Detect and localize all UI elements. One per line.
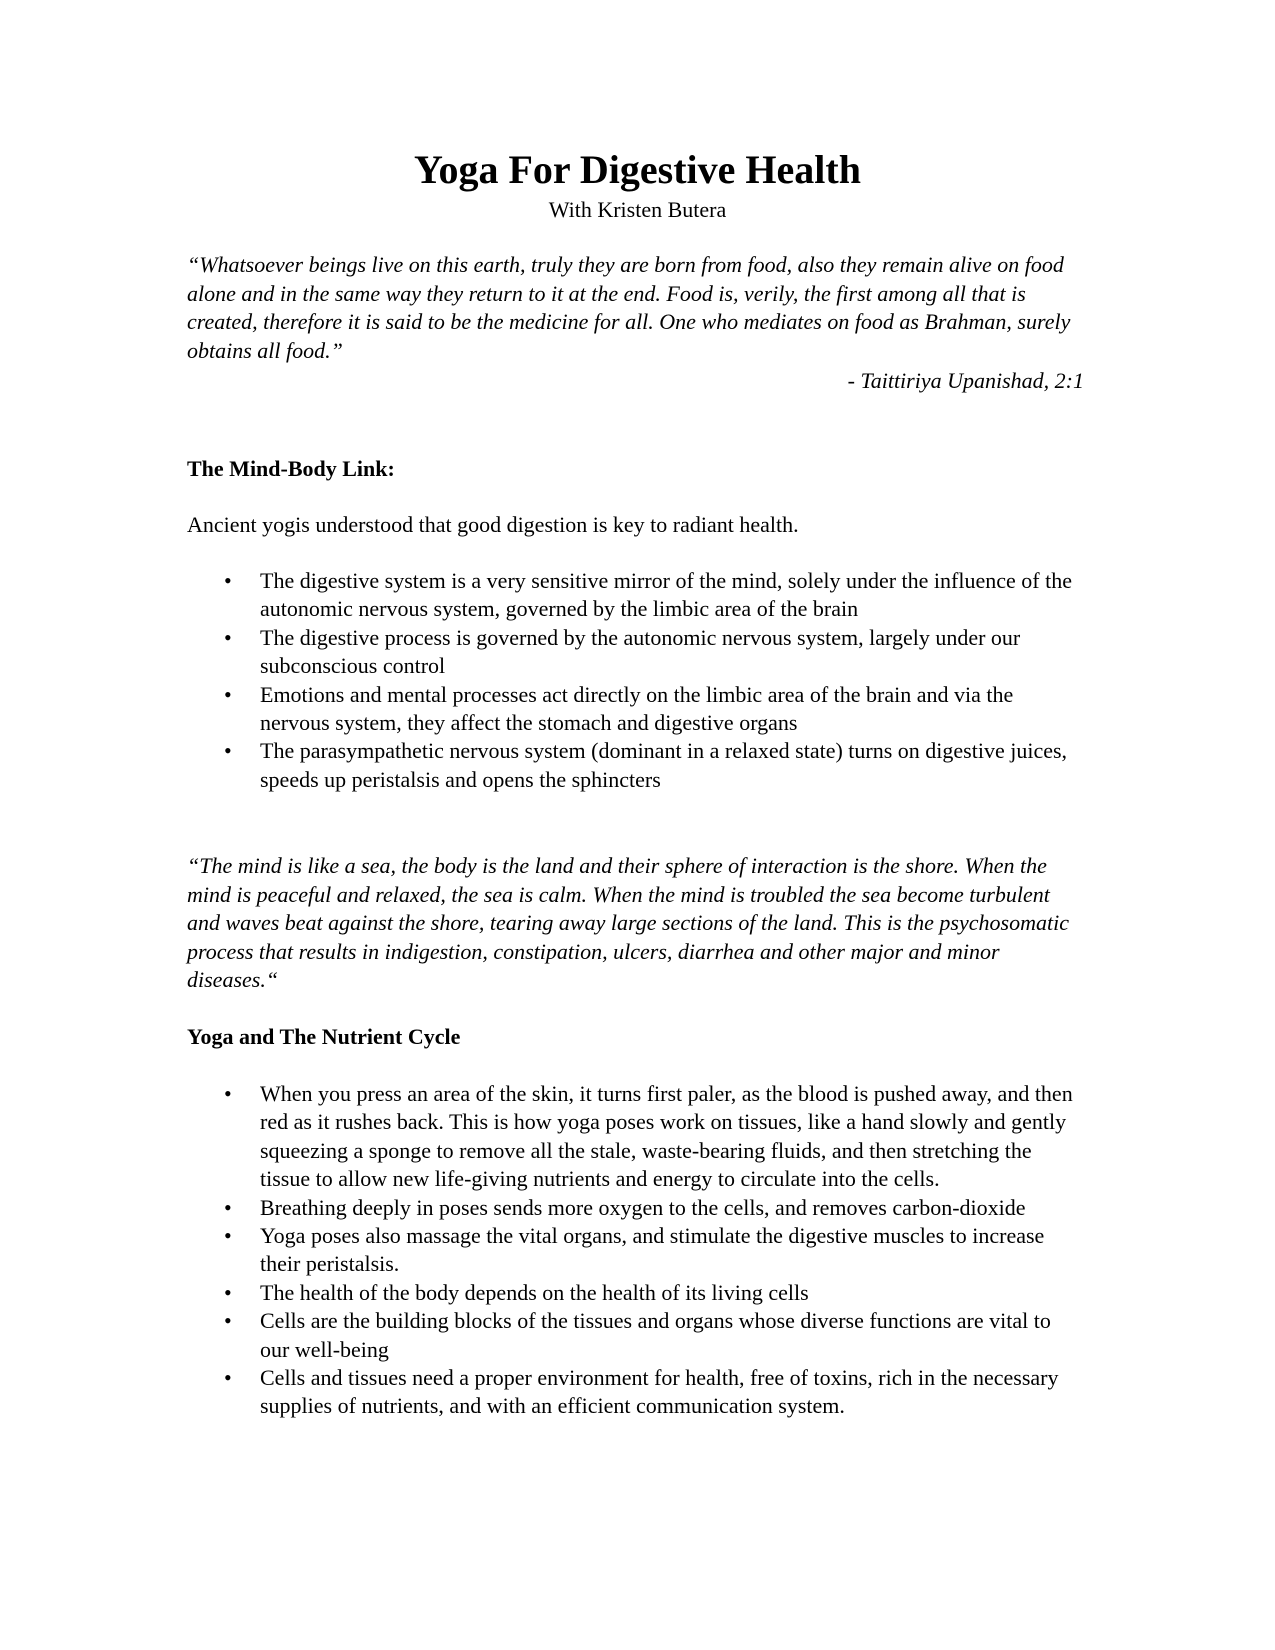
section-heading-mind-body-link: The Mind-Body Link: [187,456,395,481]
list-item-text: Cells and tissues need a proper environment for health, free of toxins, rich in the necessary supplies of nutrients, and with an efficient communication system. [260,1365,1059,1419]
list-item [187,1364,1084,1421]
list-item [187,1279,1084,1307]
list-item [187,624,1084,681]
bullet-icon: • [224,738,232,764]
list-item-text: Emotions and mental processes act directly on the limbic area of the brain and via the nervous system, they affect the stomach and digestive organs [260,681,1014,736]
bullet-icon: • [224,1365,232,1391]
list-item-text: Breathing deeply in poses sends more oxygen to the cells, and removes carbon-dioxide [260,1194,1026,1220]
nutrient-cycle-bullet-list [187,1080,1084,1421]
list-item [187,681,1084,738]
bullet-icon: • [224,1223,232,1249]
list-item-text: The parasympathetic nervous system (dominant in a relaxed state) turns on digestive juices, speeds up peristalsis and opens the sphincters [260,738,1068,792]
list-item [187,567,1084,624]
section-intro: Ancient yogis understood that good digestion is key to radiant health. [187,512,799,537]
document-title: Yoga For Digestive Health [414,147,861,192]
list-item-text: Yoga poses also massage the vital organs, and stimulate the digestive muscles to increase their peristalsis. [260,1223,1045,1277]
document-subtitle: With Kristen Butera [548,197,727,222]
bullet-icon: • [224,1194,232,1220]
bullet-icon: • [224,1081,232,1106]
mind-body-bullet-list [187,567,1084,794]
bullet-icon: • [224,568,232,593]
quote-attribution: - Taittiriya Upanishad, 2:1 [847,368,1084,393]
list-item-text: The health of the body depends on the health of its living cells [260,1279,809,1305]
list-item-text: Cells are the building blocks of the tissues and organs whose diverse functions are vital to our well-being [260,1308,1051,1362]
mind-sea-quote: “The mind is like a sea, the body is the land and their sphere of interaction is the shore. When the mind is peaceful and relaxed, the sea is calm. When the mind is troubled the sea become turbulent and waves beat against the shore, tearing away large sections of the land. This is the psychosomatic process that results in indigestion, constipation, ulcers, diarrhea and other major and minor diseases.“ [187,853,1069,992]
list-item [187,1307,1084,1364]
section-heading-nutrient-cycle: Yoga and The Nutrient Cycle [187,1024,461,1049]
list-item-text: The digestive process is governed by the autonomic nervous system, largely under our subconscious control [260,624,1021,679]
list-item [187,1222,1084,1279]
bullet-icon: • [224,681,232,707]
list-item [187,1194,1084,1222]
list-item [187,1080,1084,1194]
list-item-text: The digestive system is a very sensitive mirror of the mind, solely under the influence of the autonomic nervous system, governed by the limbic area of the brain [260,568,1072,622]
bullet-icon: • [224,1308,232,1334]
bullet-icon: • [224,624,232,650]
opening-quote: “Whatsoever beings live on this earth, truly they are born from food, also they remain alive on food alone and in the same way they return to it at the end. Food is, verily, the first among all that is created, therefore it is said to be the medicine for all. One who mediates on food as Brahman, surely obtains all food.” [187,252,1071,363]
list-item-text: When you press an area of the skin, it turns first paler, as the blood is pushed away, and then red as it rushes back. This is how yoga poses work on tissues, like a hand slowly and gently squeezing a sponge to remove all the stale, waste-bearing fluids, and then stretching the tissue to allow new life-giving nutrients and energy to circulate into the cells. [260,1081,1073,1192]
list-item [187,737,1084,794]
bullet-icon: • [224,1279,232,1305]
